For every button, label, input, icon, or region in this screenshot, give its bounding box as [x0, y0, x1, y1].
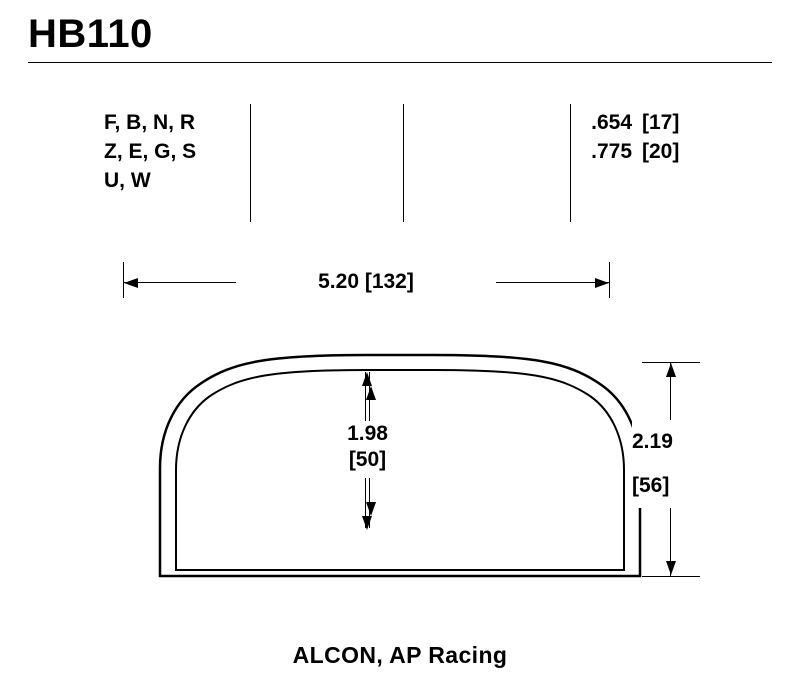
thickness-inch: .654	[591, 111, 632, 134]
height-dimension-label	[632, 420, 752, 508]
thickness-mm: [17]	[642, 111, 680, 134]
notch-arrow-down-icon-2	[366, 502, 376, 516]
brand-caption: ALCON, AP Racing	[292, 642, 508, 668]
notch-arrow-up-icon-2	[366, 386, 376, 400]
compound-code-row: F, B, N, R	[104, 111, 196, 134]
notch-dimension-inch: 1.98	[347, 422, 388, 445]
notch-arrow-down-icon	[362, 516, 372, 530]
height-arrow-down-icon	[666, 561, 676, 575]
width-dimension-label: 5.20 [132]	[236, 269, 496, 295]
thickness-inch: .775	[591, 140, 632, 163]
notch-dimension-mm: [50]	[348, 448, 387, 471]
notch-dimension-label	[285, 421, 450, 473]
height-dimension-inch: 2.19	[632, 430, 673, 453]
height-arrow-up-icon	[666, 363, 676, 377]
thickness-mm: [20]	[642, 140, 680, 163]
height-extension-bottom	[642, 576, 700, 577]
height-dimension-mm: [56]	[632, 474, 670, 497]
part-number: HB110	[28, 12, 153, 56]
notch-arrow-up-icon	[362, 372, 372, 386]
compound-code-row: U, W	[104, 169, 151, 192]
compound-code-row: Z, E, G, S	[104, 140, 197, 163]
